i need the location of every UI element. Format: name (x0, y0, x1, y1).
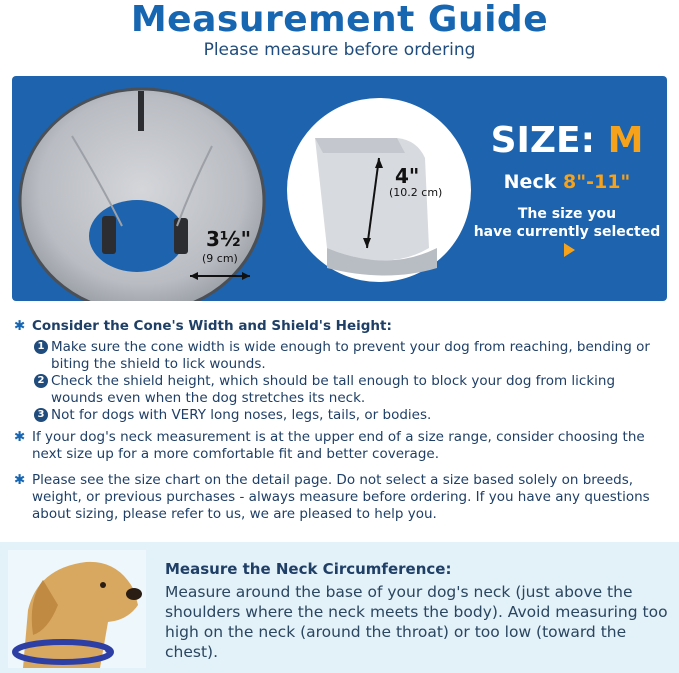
size-heading (467, 121, 667, 161)
note-item-1 (34, 339, 664, 373)
selected-line-2: have currently selected (473, 224, 661, 240)
notes-heading-row (14, 318, 664, 335)
neck-measure-title: Measure the Neck Circumference: (165, 560, 452, 578)
size-banner (12, 76, 667, 301)
upper-range-text: If your dog's neck measurement is at the upper end of a size range, consider choosing the next size up for a more comfortable fit and better coverage. (32, 429, 645, 462)
neck-measure-box (0, 542, 679, 673)
upper-range-note (14, 429, 664, 463)
note-item-3 (34, 407, 664, 424)
note-item-text-3: Not for dogs with VERY long noses, legs, tails, or bodies. (51, 407, 432, 423)
cone-width-value: 3½" (206, 227, 252, 251)
neck-label: Neck (503, 171, 557, 193)
size-value: M (607, 120, 644, 161)
neck-range: 8"-11" (562, 171, 631, 193)
selected-line-1: The size you (517, 206, 617, 222)
arrow-right-icon (564, 243, 575, 257)
shield-height-metric: (10.2 cm) (389, 186, 443, 199)
note-item-text-2: Check the shield height, which should be tall enough to block your dog from licking wounds even when the dog stretches its neck. (51, 373, 616, 406)
number-badge-1: 1 (34, 340, 48, 354)
size-label: SIZE: (490, 120, 596, 161)
number-badge-3: 3 (34, 408, 48, 422)
sizing-notes (14, 318, 664, 523)
size-chart-text: Please see the size chart on the detail page. Do not select a size based solely on breeds, weight, or previous purchases - always measure before ordering. If you have any questions about sizing, please refer to us, we are pleased to help you. (32, 472, 650, 522)
selected-size-note (467, 205, 667, 259)
dog-photo (8, 550, 146, 668)
asterisk-icon: ✱ (14, 472, 26, 488)
neck-range-line (467, 171, 667, 193)
size-info (467, 121, 667, 259)
cone-width-metric: (9 cm) (202, 252, 238, 265)
note-item-2 (34, 373, 664, 407)
neck-measure-text: Measure around the base of your dog's neck (just above the shoulders where the neck meets the body). Avoid measuring too high on the neck (around the throat) or too low (toward the chest). (165, 583, 668, 661)
page-subtitle: Please measure before ordering (203, 40, 476, 60)
notes-heading: Consider the Cone's Width and Shield's Height: (32, 318, 392, 334)
number-badge-2: 2 (34, 374, 48, 388)
shield-height-photo (287, 98, 472, 283)
asterisk-icon: ✱ (14, 429, 26, 445)
size-chart-note (14, 472, 664, 523)
page-title: Measurement Guide (130, 0, 549, 40)
cone-image (12, 76, 272, 301)
note-item-text-1: Make sure the cone width is wide enough to prevent your dog from reaching, bending or biting the shield to lick wounds. (51, 339, 650, 372)
shield-height-value: 4" (395, 164, 420, 188)
dog-image (8, 550, 146, 668)
asterisk-icon: ✱ (14, 318, 26, 334)
cone-illustration (12, 76, 272, 301)
